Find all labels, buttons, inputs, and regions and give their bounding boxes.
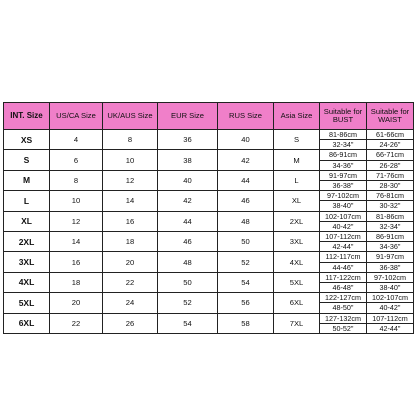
header-row [4,103,414,130]
waist-cm-value: 66-71cm [367,150,413,160]
int-size-cell: XS [4,130,50,150]
bust-cm-value: 127-132cm [320,314,366,324]
uk-aus-size-cell: 16 [103,211,158,231]
asia-size-cell: 2XL [274,211,320,231]
waist-cm-value: 71-76cm [367,171,413,181]
uk-aus-size-cell: 14 [103,191,158,211]
eur-size-cell: 48 [158,252,218,272]
eur-size-cell: 38 [158,150,218,170]
bust-range-cell [320,150,367,170]
eur-size-cell: 44 [158,211,218,231]
bust-inch-value: 34-36" [332,160,354,170]
waist-inch-value: 32-34" [379,221,401,231]
uk-aus-size-cell: 8 [103,130,158,150]
table-row [4,272,414,292]
uk-aus-size-cell: 24 [103,293,158,313]
asia-size-cell: 5XL [274,272,320,292]
waist-range-cell [367,231,414,251]
rus-size-cell: 40 [218,130,274,150]
rus-size-cell: 48 [218,211,274,231]
table-row [4,191,414,211]
int-size-cell: S [4,150,50,170]
rus-size-cell: 58 [218,313,274,333]
bust-inch-value: 42-44" [332,242,354,252]
int-size-cell: 3XL [4,252,50,272]
waist-inch-value: 24-26" [379,140,401,150]
us-ca-size-cell: 22 [50,313,103,333]
int-size-cell: L [4,191,50,211]
table-row [4,150,414,170]
int-size-cell: XL [4,211,50,231]
waist-cm-value: 102-107cm [367,293,413,303]
us-ca-size-cell: 10 [50,191,103,211]
eur-size-cell: 42 [158,191,218,211]
waist-cm-value: 86-91cm [367,232,413,242]
int-size-cell: 6XL [4,313,50,333]
bust-inch-value: 32-34" [332,140,354,150]
rus-size-cell: 54 [218,272,274,292]
bust-range-cell [320,293,367,313]
waist-range-cell [367,272,414,292]
waist-inch-value: 36-38" [379,262,401,272]
waist-range-cell [367,130,414,150]
table-row [4,293,414,313]
asia-size-cell: 6XL [274,293,320,313]
waist-cm-value: 61-66cm [367,130,413,140]
bust-inch-value: 38-40" [332,201,354,211]
int-size-cell: 5XL [4,293,50,313]
us-ca-size-cell: 16 [50,252,103,272]
header-bust: Suitable for BUST [320,103,367,130]
rus-size-cell: 56 [218,293,274,313]
bust-cm-value: 86-91cm [320,150,366,160]
uk-aus-size-cell: 18 [103,231,158,251]
waist-inch-value: 40-42" [379,303,401,313]
us-ca-size-cell: 20 [50,293,103,313]
header-eur-size: EUR Size [158,103,218,130]
uk-aus-size-cell: 20 [103,252,158,272]
waist-inch-value: 34-36" [379,242,401,252]
us-ca-size-cell: 4 [50,130,103,150]
us-ca-size-cell: 12 [50,211,103,231]
table-row [4,130,414,150]
bust-cm-value: 122-127cm [320,293,366,303]
bust-range-cell [320,313,367,333]
bust-cm-value: 107-112cm [320,232,366,242]
table-row [4,231,414,251]
waist-inch-value: 26-28" [379,160,401,170]
header-int-size: INT. Size [4,103,50,130]
bust-inch-value: 36-38" [332,180,354,190]
bust-cm-value: 102-107cm [320,212,366,222]
asia-size-cell: 3XL [274,231,320,251]
asia-size-cell: S [274,130,320,150]
eur-size-cell: 36 [158,130,218,150]
asia-size-cell: 7XL [274,313,320,333]
bust-inch-value: 50-52" [332,323,354,333]
bust-inch-value: 46-48" [332,282,354,292]
eur-size-cell: 50 [158,272,218,292]
bust-range-cell [320,130,367,150]
rus-size-cell: 42 [218,150,274,170]
header-us-ca-size: US/CA Size [50,103,103,130]
bust-inch-value: 40-42" [332,221,354,231]
us-ca-size-cell: 8 [50,170,103,190]
table-row [4,252,414,272]
waist-range-cell [367,313,414,333]
uk-aus-size-cell: 26 [103,313,158,333]
bust-cm-value: 117-122cm [320,273,366,283]
bust-cm-value: 112-117cm [320,252,366,262]
waist-range-cell [367,293,414,313]
int-size-cell: 2XL [4,231,50,251]
rus-size-cell: 52 [218,252,274,272]
bust-range-cell [320,191,367,211]
waist-inch-value: 38-40" [379,282,401,292]
bust-range-cell [320,170,367,190]
asia-size-cell: XL [274,191,320,211]
waist-cm-value: 81-86cm [367,212,413,222]
bust-inch-value: 44-46" [332,262,354,272]
waist-range-cell [367,252,414,272]
bust-range-cell [320,211,367,231]
bust-inch-value: 48-50" [332,303,354,313]
rus-size-cell: 50 [218,231,274,251]
int-size-cell: 4XL [4,272,50,292]
waist-inch-value: 30-32" [379,201,401,211]
bust-range-cell [320,231,367,251]
bust-cm-value: 97-102cm [320,191,366,201]
eur-size-cell: 54 [158,313,218,333]
table-row [4,170,414,190]
rus-size-cell: 44 [218,170,274,190]
table-row [4,313,414,333]
asia-size-cell: 4XL [274,252,320,272]
int-size-cell: M [4,170,50,190]
waist-cm-value: 107-112cm [367,314,413,324]
us-ca-size-cell: 6 [50,150,103,170]
waist-range-cell [367,191,414,211]
waist-cm-value: 91-97cm [367,252,413,262]
header-rus-size: RUS Size [218,103,274,130]
waist-cm-value: 97-102cm [367,273,413,283]
waist-inch-value: 28-30" [379,180,401,190]
waist-range-cell [367,170,414,190]
us-ca-size-cell: 14 [50,231,103,251]
header-waist: Suitable for WAIST [367,103,414,130]
eur-size-cell: 52 [158,293,218,313]
uk-aus-size-cell: 22 [103,272,158,292]
bust-range-cell [320,272,367,292]
header-asia-size: Asia Size [274,103,320,130]
waist-inch-value: 42-44" [379,323,401,333]
eur-size-cell: 40 [158,170,218,190]
bust-cm-value: 81-86cm [320,130,366,140]
uk-aus-size-cell: 10 [103,150,158,170]
uk-aus-size-cell: 12 [103,170,158,190]
size-chart-table [3,102,414,334]
waist-range-cell [367,211,414,231]
waist-range-cell [367,150,414,170]
eur-size-cell: 46 [158,231,218,251]
table-row [4,211,414,231]
size-chart-body [4,130,414,334]
bust-cm-value: 91-97cm [320,171,366,181]
us-ca-size-cell: 18 [50,272,103,292]
rus-size-cell: 46 [218,191,274,211]
waist-cm-value: 76-81cm [367,191,413,201]
asia-size-cell: L [274,170,320,190]
bust-range-cell [320,252,367,272]
asia-size-cell: M [274,150,320,170]
header-uk-aus-size: UK/AUS Size [103,103,158,130]
